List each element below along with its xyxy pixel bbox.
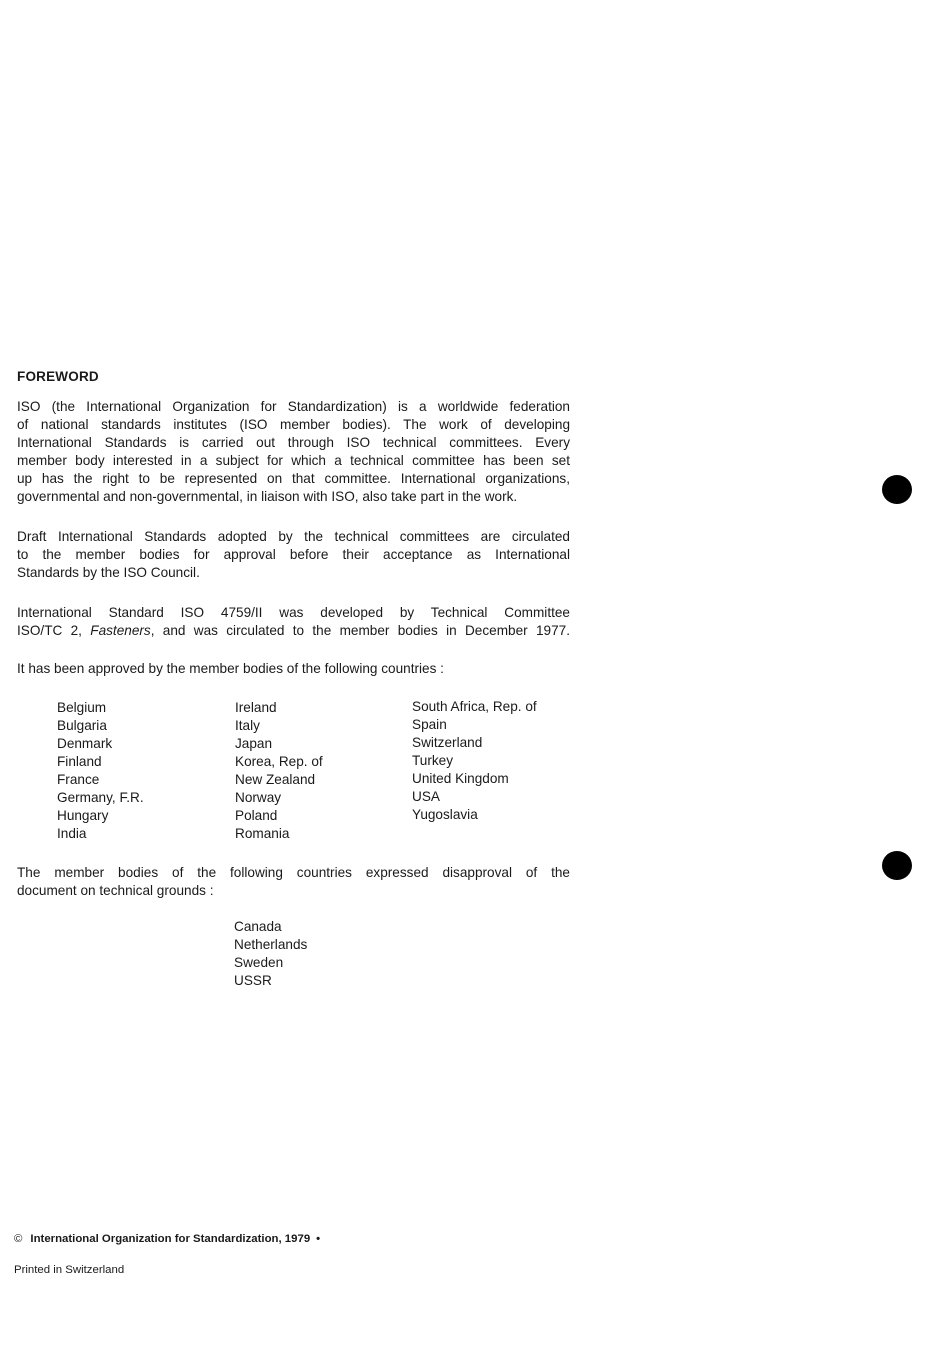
copyright-icon: ©: [14, 1233, 23, 1245]
country-name: Sweden: [234, 955, 284, 970]
country-name: Yugoslavia: [412, 807, 478, 822]
copyright-text: International Organization for Standardization, 1979: [30, 1233, 311, 1245]
country-name: Switzerland: [412, 735, 483, 750]
country-name: Romania: [235, 826, 290, 841]
paragraph-line: International Standards is carried out through ISO technical committees. Every: [17, 435, 570, 450]
country-name: India: [57, 826, 87, 841]
country-name: Turkey: [412, 753, 454, 768]
foreword-paragraph-1: [17, 398, 570, 506]
country-name: Finland: [57, 754, 102, 769]
printed-in-line: Printed in Switzerland: [14, 1264, 125, 1276]
approved-countries-column-2: [235, 699, 323, 843]
approved-countries-column-3: [412, 698, 537, 824]
country-name: Korea, Rep. of: [235, 754, 323, 769]
country-name: United Kingdom: [412, 771, 509, 786]
country-name: Italy: [235, 718, 260, 733]
paragraph-line: document on technical grounds :: [17, 883, 214, 898]
paragraph-line: It has been approved by the member bodies of the following countries :: [17, 661, 444, 676]
punch-hole-icon: [882, 851, 912, 880]
country-name: Canada: [234, 919, 282, 934]
country-name: Hungary: [57, 808, 109, 823]
country-name: Norway: [235, 790, 282, 805]
foreword-paragraph-3: [17, 604, 570, 640]
country-name: USSR: [234, 973, 272, 988]
committee-suffix: , and was circulated to the member bodies in December 1977.: [150, 623, 570, 638]
committee-prefix: ISO/TC 2,: [17, 623, 91, 638]
country-name: Ireland: [235, 700, 277, 715]
disapproved-countries-list: [234, 918, 307, 990]
paragraph-line: Standards by the ISO Council.: [17, 565, 200, 580]
country-name: Bulgaria: [57, 718, 107, 733]
bullet-icon: •: [316, 1233, 321, 1245]
copyright-line: [14, 1233, 320, 1245]
punch-hole-icon: [882, 475, 912, 504]
country-name: Belgium: [57, 700, 107, 715]
country-name: Netherlands: [234, 937, 308, 952]
country-name: France: [57, 772, 100, 787]
country-name: New Zealand: [235, 772, 316, 787]
country-name: South Africa, Rep. of: [412, 699, 537, 714]
paragraph-line: member body interested in a subject for which a technical committee has been set: [17, 453, 570, 468]
paragraph-line: International Standard ISO 4759/II was developed by Technical Committee: [17, 605, 570, 620]
country-name: USA: [412, 789, 440, 804]
paragraph-line: [17, 622, 570, 640]
paragraph-line: to the member bodies for approval before their acceptance as International: [17, 547, 570, 562]
country-name: Japan: [235, 736, 273, 751]
paragraph-line: up has the right to be represented on that committee. International organizations,: [17, 471, 570, 486]
foreword-paragraph-2: [17, 528, 570, 582]
committee-name: Fasteners: [90, 623, 151, 638]
disapproval-paragraph: [17, 864, 570, 900]
paragraph-line: of national standards institutes (ISO member bodies). The work of developing: [17, 417, 570, 432]
foreword-heading: FOREWORD: [17, 369, 99, 384]
approval-intro: [17, 660, 570, 678]
paragraph-line: Draft International Standards adopted by the technical committees are circulated: [17, 529, 570, 544]
paragraph-line: The member bodies of the following countries expressed disapproval of the: [17, 865, 570, 880]
paragraph-line: ISO (the International Organization for Standardization) is a worldwide federation: [17, 399, 570, 414]
approved-countries-column-1: [57, 699, 144, 843]
country-name: Poland: [235, 808, 278, 823]
country-name: Denmark: [57, 736, 113, 751]
paragraph-line: governmental and non-governmental, in liaison with ISO, also take part in the work.: [17, 489, 518, 504]
country-name: Spain: [412, 717, 447, 732]
country-name: Germany, F.R.: [57, 790, 144, 805]
